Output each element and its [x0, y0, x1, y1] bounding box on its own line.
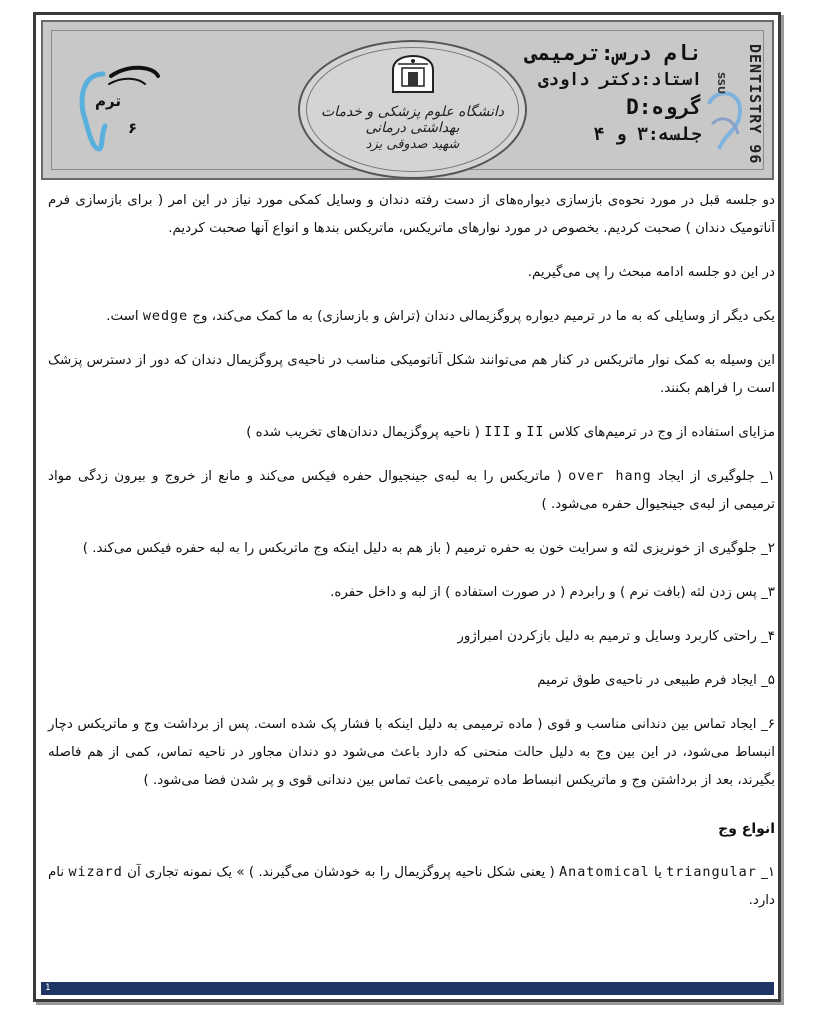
term-number: ۶ — [128, 119, 138, 137]
paragraph-matrix: این وسیله به کمک نوار ماتریکس در کنار هم می‌توانند شکل آناتومیکی مناسب در ناحیه‌ی پروگزیمال دندان که دور از دسترس پزشک است را فراهم بکنند. — [48, 353, 775, 396]
paragraph-wedge — [48, 303, 775, 331]
list-item: ۲_ جلوگیری از خونریزی لثه و سرایت خون به حفره ترمیم ( باز هم به دلیل اینکه وج ماتریکس را به لبه حفره فیکس می‌کند. ) — [82, 541, 775, 556]
page-number: 1 — [45, 983, 51, 993]
document-body — [48, 187, 775, 915]
list-item: ۳_ پس زدن لثه (بافت نرم ) و رابردم ( در صورت استفاده ) از لبه و داخل حفره. — [330, 585, 775, 600]
university-name: دانشگاه علوم پزشکی و خدمات بهداشتی درمانی — [321, 104, 504, 136]
dentistry-text: DENTISTRY 96 — [746, 44, 764, 165]
course-info — [492, 40, 702, 148]
section-heading: انواع وج — [718, 821, 775, 837]
paragraph-text: ( ماتریکس را به لبه‌ی جینجیوال حفره فیکس می‌کند و مانع از خروج و بیرون زدگی مواد ترمیمی از لبه‌ی جینجیوال حفره می‌شود. ) — [48, 469, 775, 512]
paragraph-intro: دو جلسه قبل در مورد نحوه‌ی بازسازی دیواره‌های از دست رفته دندان و وسایل کمکی مورد نیاز در این امر ( برای بازسازی فرم آناتومیک دندان ) صحبت کردیم. بخصوص در مورد نوارهای ماتریکس، ماتریکس بندها و انواع آنها صحبت کردیم. — [48, 193, 775, 236]
list-item: ۴_ راحتی کاربرد وسایل و ترمیم به دلیل بازکردن امبراژور — [457, 629, 775, 644]
paragraph-text: مزایای استفاده از وج در ترمیم‌های کلاس — [548, 425, 775, 440]
list-item: ۶_ ایجاد تماس بین دندانی مناسب و قوی ( ماده ترمیمی به دلیل اینکه با فشار پک شده است. پس از برداشت وج و ماتریکس دچار انبساط می‌شود، در این بین وج به دلیل حالت منحنی که دارد باعث می‌شود دو دندان مجاور در ناحیه تماس، کمی از هم فاصله بگیرند، بعد از برداشتن وج و ماتریکس انبساط ماده ترمیمی باعث تماس بین دندانی قوی و پر شدن فضا می‌شود. ) — [48, 717, 775, 788]
university-city: شهید صدوقی یزد — [365, 137, 460, 152]
latin-term: II — [526, 425, 545, 440]
latin-term: Anatomical — [559, 865, 650, 880]
list-item — [48, 463, 775, 519]
latin-term: III — [484, 425, 512, 440]
dentistry-logo — [704, 44, 764, 174]
paragraph-text: ۱_ — [761, 865, 776, 880]
paragraph-advantages — [48, 419, 775, 447]
latin-term: triangular — [666, 865, 757, 880]
term-label: ترم — [95, 92, 121, 110]
paragraph-continue: در این دو جلسه ادامه مبحث را پی می‌گیریم. — [527, 265, 775, 280]
university-emblem-icon — [388, 52, 438, 96]
latin-term: wedge — [142, 309, 189, 324]
course-name: نام درس:ترمیمی — [524, 41, 702, 65]
footer-bar — [41, 982, 774, 995]
session-number: جلسه:۳ و ۴ — [593, 124, 702, 145]
dentistry-sub: SSU — [715, 72, 726, 95]
paragraph-text: یکی دیگر از وسایلی که به ما در ترمیم دیواره پروگزیمالی دندان (تراش و بازسازی) به ما کمک می‌کند، وج — [192, 309, 775, 324]
paragraph-text: یا — [654, 865, 662, 880]
list-item: ۵_ ایجاد فرم طبیعی در ناحیه‌ی طوق ترمیم — [537, 673, 775, 688]
paragraph-text: نام دارد. — [48, 865, 775, 908]
teacher-name: استاد:دکتر داودی — [538, 70, 702, 90]
paragraph-text: است. — [106, 309, 139, 324]
latin-term: over hang — [568, 469, 652, 484]
paragraph-text: ( ناحیه پروگزیمال دندان‌های تخریب شده ) — [246, 425, 480, 440]
paragraph-text: ( یعنی شکل ناحیه پروگزیمال را به خودشان می‌گیرند. ) » یک نمونه تجاری آن — [127, 865, 555, 880]
page-frame — [33, 12, 781, 1002]
document-header — [41, 20, 774, 180]
tooth-swirl-icon — [704, 84, 744, 154]
paragraph-text: ۱_ جلوگیری از ایجاد — [658, 469, 775, 484]
latin-term: wizard — [68, 865, 123, 880]
group-name: گروه:D — [626, 95, 702, 119]
list-item — [48, 859, 775, 915]
paragraph-text: و — [515, 425, 523, 440]
